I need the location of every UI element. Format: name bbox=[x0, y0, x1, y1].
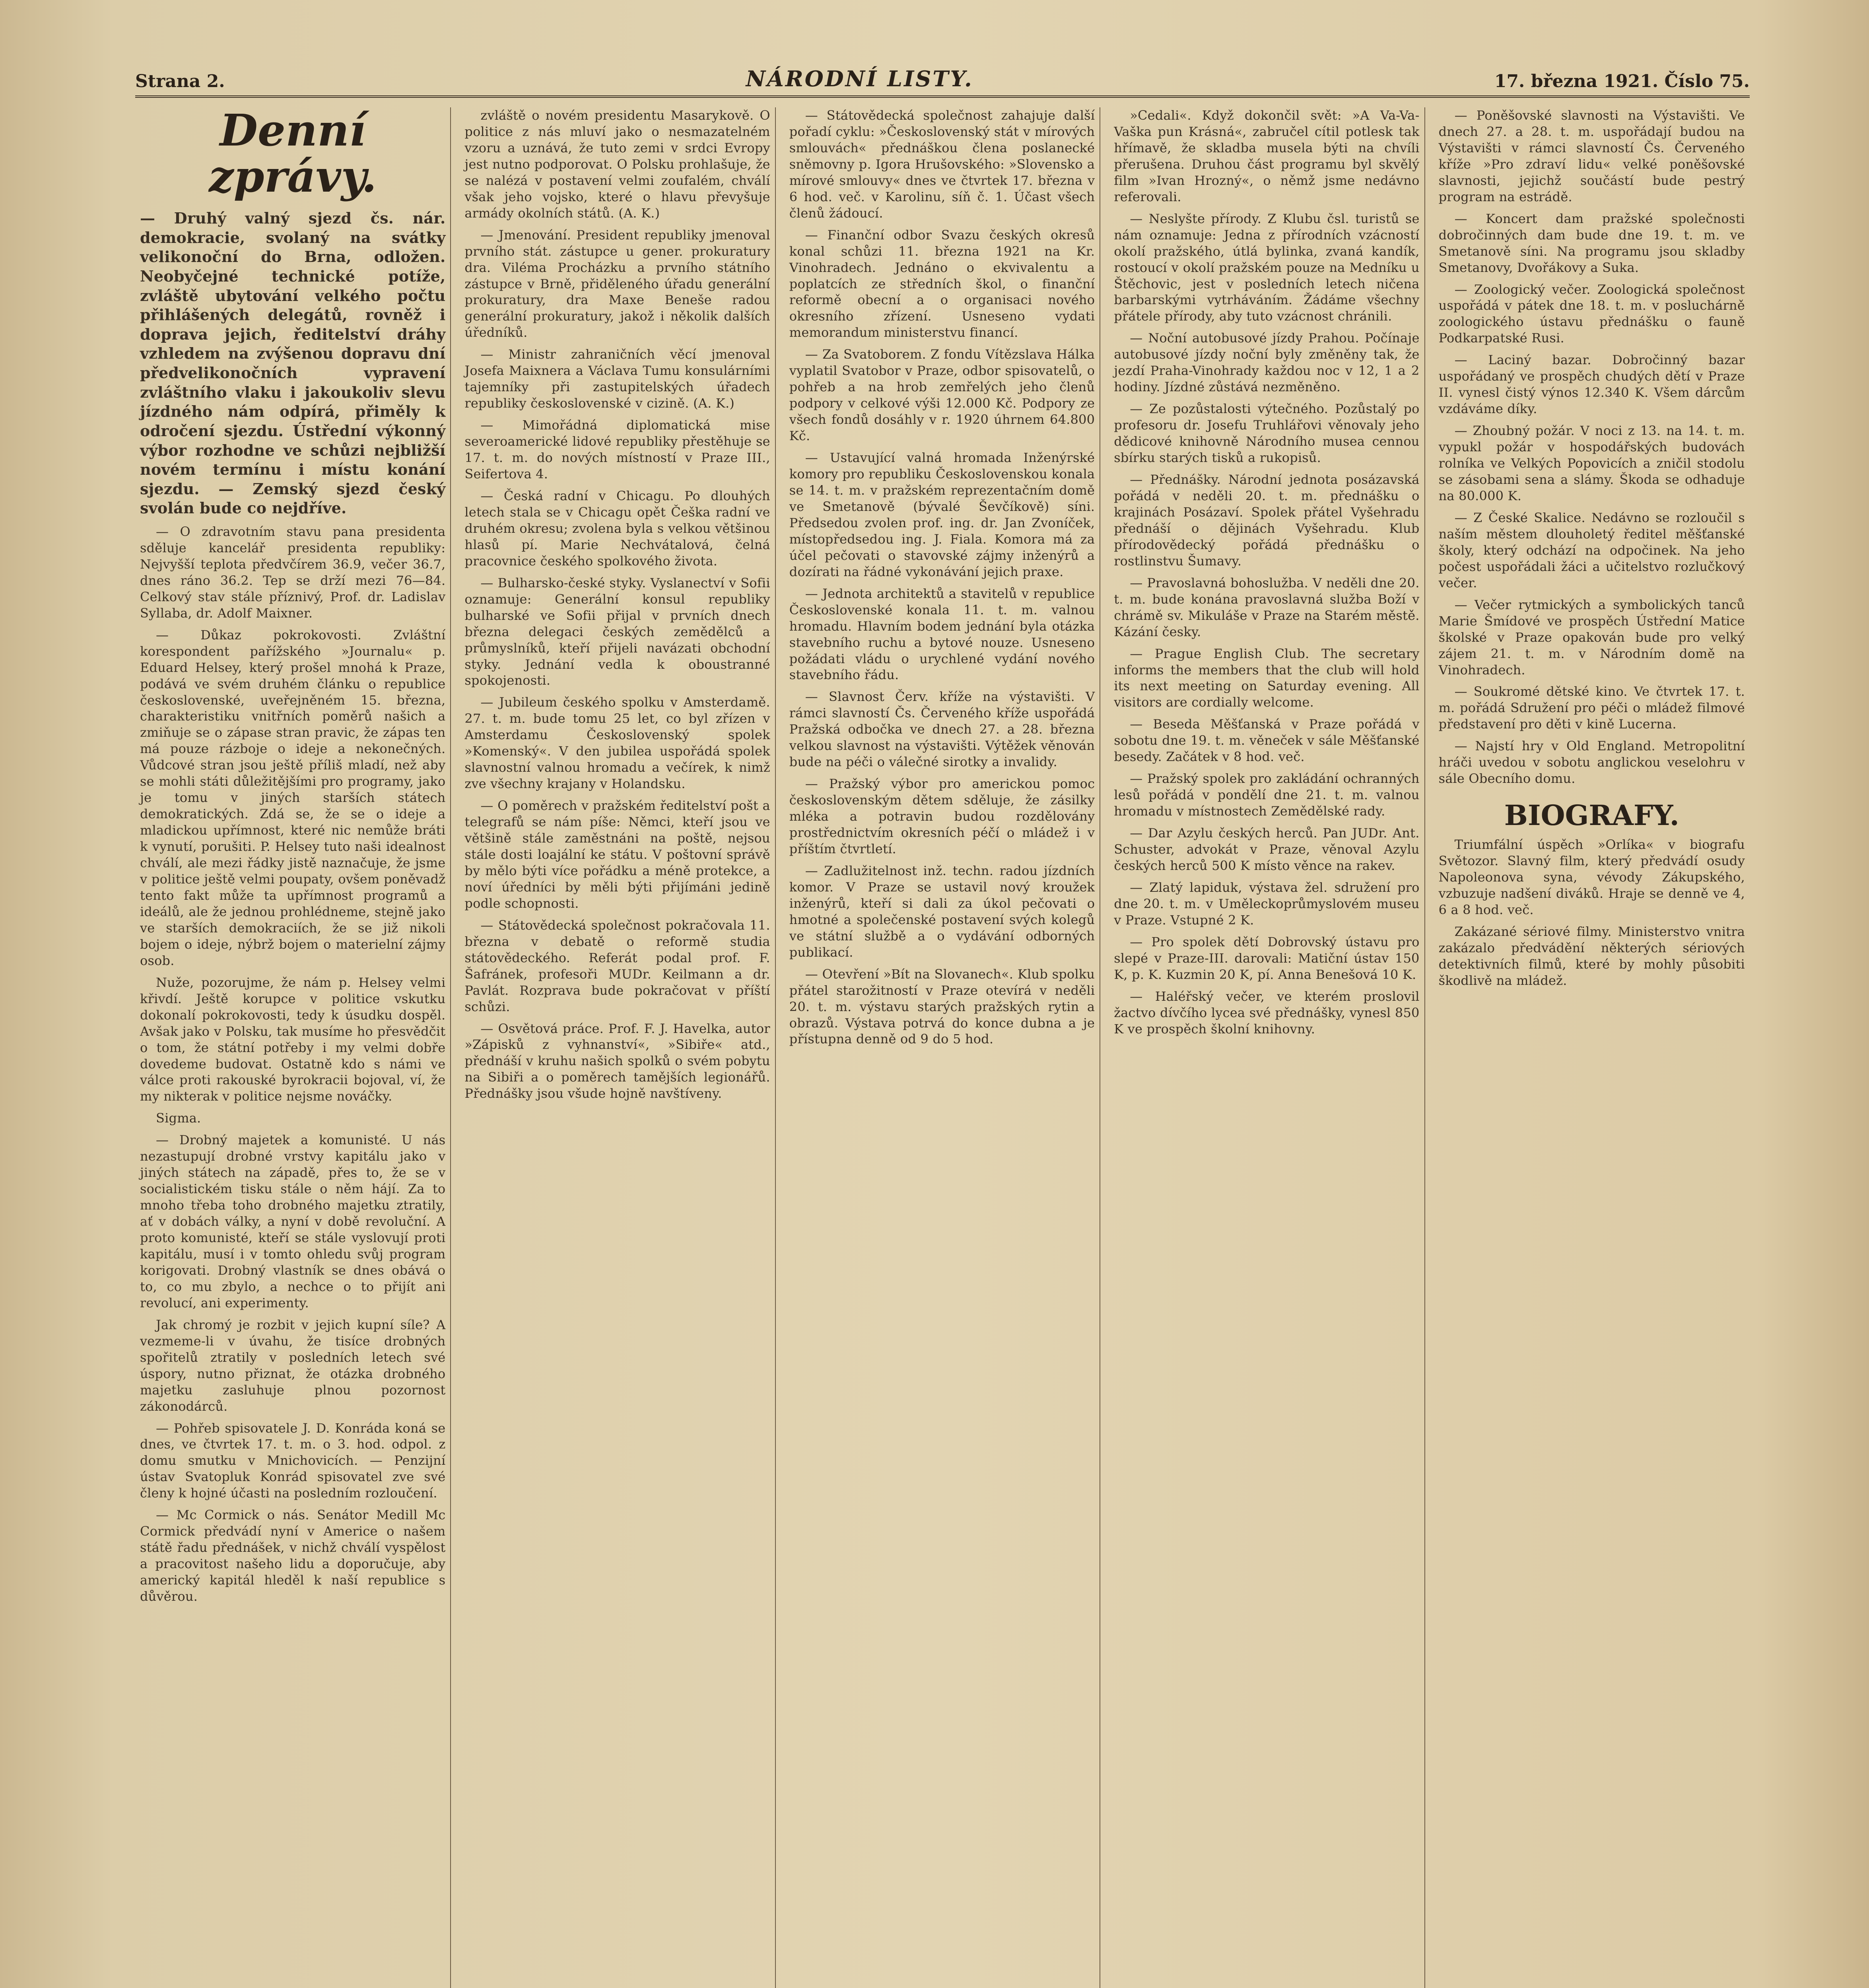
page-number: Strana 2. bbox=[135, 71, 225, 91]
article-paragraph: — Beseda Měšťanská v Praze pořádá v sobotu dne 19. t. m. věneček v sále Měšťanské besedy. Začátek v 8 hod. več. bbox=[1114, 716, 1420, 765]
section-heading: BIOGRAFY. bbox=[1504, 799, 1679, 832]
column-4 bbox=[1109, 107, 1425, 1988]
article-paragraph: — Pro spolek dětí Dobrovský ústavu pro slepé v Praze-III. darovali: Matiční ústav 150 K, p. K. Kuzmin 20 K, pí. Anna Benešová 10 K. bbox=[1114, 934, 1420, 982]
article-paragraph: — Prague English Club. The secretary informs the members that the club will hold its next meeting on Saturday evening. All visitors are cordially welcome. bbox=[1114, 646, 1420, 710]
article-paragraph: zvláště o novém presidentu Masarykově. O politice z nás mluví jako o nesmazatelném vzoru a uznává, že tuto zemi v srdci Evropy jest nutno podporovat. O Polsku prohlašuje, že se nalézá v postavení velmi zoufalém, chválí však jeho vojsko, které o hlavu převyšuje armády okolních států. (A. K.) bbox=[464, 108, 770, 221]
column-5 bbox=[1434, 107, 1750, 1988]
page-header bbox=[135, 60, 1750, 98]
article-paragraph: — Otevření »Bít na Slovanech«. Klub spolku přátel starožitností v Praze otevírá v neděli 20. t. m. výstavu starých pražských rytin a obrazů. Výstava potrvá do konce dubna a je přístupna denně od 9 do 5 hod. bbox=[789, 966, 1095, 1047]
article-paragraph: — Laciný bazar. Dobročinný bazar uspořádaný ve prospěch chudých dětí v Praze II. vynesl čistý výnos 12.340 K. Všem dárcům vzdáváme díky. bbox=[1438, 352, 1745, 417]
article-paragraph: — Za Svatoborem. Z fondu Vítězslava Hálka vyplatil Svatobor v Praze, odbor spisovatelů, o pohřeb a na hrob zemřelých jeho členů podpory v celkové výši 12.000 Kč. Podpory ze všech fondů dosáhly v r. 1920 úhrnem 64.800 Kč. bbox=[789, 347, 1095, 444]
article-paragraph: — Haléřský večer, ve kterém proslovil žactvo dívčího lycea své přednášky, vynesl 850 K ve prospěch školní knihovny. bbox=[1114, 988, 1420, 1037]
article-paragraph: — Mc Cormick o nás. Senátor Medill Mc Cormick předvádí nyní v Americe o našem státě řadu přednášek, v nichž chválí vyspělost a pracovitost našeho lidu a doporučuje, aby americký kapitál hleděl k naší republice s důvěrou. bbox=[140, 1507, 446, 1604]
column-3 bbox=[785, 107, 1100, 1988]
article-paragraph: — Státovědecká společnost pokračovala 11. března v debatě o reformě studia státovědeckého. Referát podal prof. F. Šafránek, profesoři MUDr. Keilmann a dr. Pavlát. Rozprava bude pokračovat v příští schůzi. bbox=[464, 917, 770, 1014]
article-paragraph: — Zlatý lapiduk, výstava žel. sdružení pro dne 20. t. m. v Uměleckoprůmyslovém museu v Praze. Vstupné 2 K. bbox=[1114, 879, 1420, 928]
article-paragraph: — Zhoubný požár. V noci z 13. na 14. t. m. vypukl požár v hospodářských budovách rolníka ve Velkých Popovicích a zničil stodolu se zásobami sena a slámy. Škoda se odhaduje na 80.000 K. bbox=[1438, 423, 1745, 503]
article-paragraph: — Ustavující valná hromada Inženýrské komory pro republiku Československou konala se 14. t. m. v pražském reprezentačním domě ve Smetanově (bývalé Ševčíkově) síni. Předsedou zvolen prof. ing. dr. Jan Zvoníček, místopředsedou ing. J. Fiala. Komora má za účel pečovati o stavovské zájmy inženýrů a dozírati na řádné vykonávání jejich praxe. bbox=[789, 450, 1095, 579]
article-paragraph: — Jubileum českého spolku v Amsterdamě. 27. t. m. bude tomu 25 let, co byl zřízen v Amsterdamu Československý spolek »Komenský«. V den jubilea uspořádá spolek slavnostní valnou hromadu a večírek, k nimž zve všechny krajany v Holandsku. bbox=[464, 695, 770, 792]
article-paragraph: — Koncert dam pražské společnosti dobročinných dam bude dne 19. t. m. ve Smetanově síni. Na programu jsou skladby Smetanovy, Dvořákovy a Suka. bbox=[1438, 211, 1745, 275]
article-paragraph: — Pražský spolek pro zakládání ochranných lesů pořádá v pondělí dne 21. t. m. valnou hromadu v místnostech Zemědělské rady. bbox=[1114, 771, 1420, 819]
article-paragraph: — Dar Azylu českých herců. Pan JUDr. Ant. Schuster, advokát v Praze, věnoval Azylu českých herců 500 K místo věnce na rakev. bbox=[1114, 825, 1420, 873]
column-body bbox=[140, 209, 445, 1605]
article-paragraph: — O zdravotním stavu pana presidenta sděluje kancelář presidenta republiky: Nejvyšší teplota předvčírem 36.9, večer 36.7, dnes ráno 36.2. Tep se drží mezi 76—84. Celkový stav stále příznivý, Prof. dr. Ladislav Syllaba, dr. Adolf Maixner. bbox=[140, 524, 446, 621]
article-paragraph: — Neslyšte přírody. Z Klubu čsl. turistů se nám oznamuje: Jedna z přírodních vzácností okolí pražského, útlá bylinka, zvaná kandík, rostoucí v okolí pražském pouze na Medníku u Štěchovic, jest v posledních letech ničena barbarskými vytrháváním. Žádáme všechny přátele přírody, aby tuto vzácnost chránili. bbox=[1114, 211, 1420, 324]
article-paragraph: — Přednášky. Národní jednota posázavská pořádá v neděli 20. t. m. přednášku o krajinách Posázaví. Spolek přátel Vyšehradu přednáší o dějinách Vyšehradu. Klub přírodovědecký pořádá přednášku o rostlinstvu Šumavy. bbox=[1114, 472, 1420, 569]
article-paragraph: — Poněšovské slavnosti na Výstavišti. Ve dnech 27. a 28. t. m. uspořádají budou na Výstavišti v rámci slavností Čs. Červeného kříže »Pro zdraví lidu« velké poněšovské slavnosti, jejichž součástí bude pestrý program na estrádě. bbox=[1438, 108, 1745, 204]
article-paragraph: — Bulharsko-české styky. Vyslanectví v Sofii oznamuje: Generální konsul republiky bulharské ve Sofii přijal v prvních dnech března delegaci českých zemědělců a průmyslníků, kteří přijeli navázati obchodní styky. Jednání vedla k oboustranné spokojenosti. bbox=[464, 575, 770, 688]
article-paragraph: Triumfální úspěch »Orlíka« v biografu Světozor. Slavný film, který předvádí osudy Napoleonova syna, vévody Zákupského, vzbuzuje nadšení diváků. Hraje se denně ve 4, 6 a 8 hod. več. bbox=[1438, 837, 1745, 917]
article-paragraph: — Slavnost Červ. kříže na výstavišti. V rámci slavností Čs. Červeného kříže uspořádá Pražská odbočka ve dnech 27. a 28. března velkou slavnost na výstavišti. Výtěžek věnován bude na péči o válečné sirotky a invalidy. bbox=[789, 689, 1095, 770]
article-paragraph: Sigma. bbox=[156, 1110, 201, 1126]
article-paragraph: — Finanční odbor Svazu českých okresů konal schůzi 11. března 1921 na Kr. Vinohradech. Jednáno o ekvivalentu a poplatcích ze středních škol, o finanční reformě obecní a o organisaci nového okresního zřízení. Usneseno vydati memorandum ministerstvu financí. bbox=[789, 227, 1095, 340]
column-body bbox=[1439, 107, 1745, 989]
article-paragraph: Jak chromý je rozbit v jejich kupní síle? A vezmeme-li v úvahu, že tisíce drobných spořitelů ztratily v posledních letech své úspory, nutno přiznat, že otázka drobného majetku zasluhuje plnou pozornost zákonodárců. bbox=[140, 1317, 446, 1414]
article-paragraph: Zakázané sériové filmy. Ministerstvo vnitra zakázalo předvádění některých sériových detektivních filmů, které by mohly působiti škodlivě na mládež. bbox=[1438, 924, 1745, 988]
masthead: NÁRODNÍ LISTY. bbox=[746, 66, 973, 91]
article-paragraph: — Pravoslavná bohoslužba. V neděli dne 20. t. m. bude konána pravoslavná služba Boží v chrámě sv. Mikuláše v Praze na Starém městě. Kázání česky. bbox=[1114, 575, 1420, 639]
article-paragraph: — Mimořádná diplomatická mise severoamerické lidové republiky přestěhuje se 17. t. m. do nových místností v Praze III., Seifertova 4. bbox=[464, 417, 770, 482]
article-paragraph: Nuže, pozorujme, že nám p. Helsey velmi křivdí. Ještě korupce v politice vskutku dokonalí pokrokovosti, tedy k úsudku dospěl. Avšak jako v Polsku, tak musíme ho přesvědčit o tom, že státní potřeby i my velmi dobře dovedeme budovat. Ostatně kdo s námi ve válce proti rakouské byrokracii bojoval, ví, že my nikterak v politice nejsme nováčky. bbox=[140, 975, 446, 1104]
article-paragraph: — Česká radní v Chicagu. Po dlouhých letech stala se v Chicagu opět Češka radní ve druhém okresu; zvolena byla s velkou většinou hlasů pí. Marie Nechvátalová, čelná pracovnice českého spolkového života. bbox=[464, 488, 770, 569]
article-paragraph: — Pražský výbor pro americkou pomoc československým dětem sděluje, že zásilky mléka a potravin budou rozdělovány prostřednictvím okresních péčí o mládež i v příštím čtvrtletí. bbox=[789, 776, 1095, 856]
column-body bbox=[789, 107, 1095, 1047]
article-paragraph: — Jednota architektů a stavitelů v republice Československé konala 11. t. m. valnou hromadu. Hlavním bodem jednání byla otázka stavebního ruchu a bytové nouze. Usneseno požádati vládu o urychlené vydání nového stavebního řádu. bbox=[789, 586, 1095, 683]
column-2 bbox=[460, 107, 775, 1988]
issue-date: 17. března 1921. Číslo 75. bbox=[1494, 71, 1750, 91]
column-body bbox=[1114, 107, 1419, 1037]
article-paragraph: — Soukromé dětské kino. Ve čtvrtek 17. t. m. pořádá Sdružení pro péči o mládež filmové představení pro děti v kině Lucerna. bbox=[1438, 684, 1745, 732]
article-paragraph: — Pohřeb spisovatele J. D. Konráda koná se dnes, ve čtvrtek 17. t. m. o 3. hod. odpol. z domu smutku v Mnichovicích. — Penzijní ústav Svatopluk Konrád spisovatel zve své členy k hojné účasti na posledním rozloučení. bbox=[140, 1420, 446, 1501]
section-title: Denní zprávy. bbox=[209, 107, 377, 202]
article-paragraph: »Cedali«. Když dokončil svět: »A Va-Va-Vaška pun Krásná«, zabručel cítil potlesk tak hřímavě, že skladba musela býti na chvíli přerušena. Druhou část programu byl skvělý film »Ivan Hrozný«, o němž jsme nedávno referovali. bbox=[1114, 108, 1420, 204]
article-paragraph: — Noční autobusové jízdy Prahou. Počínaje autobusové jízdy noční byly změněny tak, že jezdí Praha-Vinohrady každou noc v 12, 1 a 2 hodiny. Jízdné zůstává nezměněno. bbox=[1114, 330, 1420, 395]
article-paragraph: — Důkaz pokrokovosti. Zvláštní korespondent pařížského »Journalu« p. Eduard Helsey, který prošel mnohá k Praze, podává ve svém druhém článku o republice československé, uveřejněném 15. března, charakteristiku vnitřních poměrů našich a zmiňuje se o zápase stran pravic, že zápas ten má pouze rázboje o ideje a nekonečných. Vůdcové stran jsou ještě příliš mladí, než aby se mohli státi důležitějšími pro programy, jako je tomu v jiných starších státech demokratických. Zdá se, že se o ideje a mladickou upřímnost, které nic nemůže bráti k vynutí, porušiti. P. Helsey tuto naši idealnost chválí, ale mezi řádky jistě naznačuje, že jsme v politice ještě velmi poupaty, ovšem poněvadž tento fakt může ta upřímnost programů a ideálů, ale že jednou prohlédneme, stejně jako ve starších demokraciích, že se již nikoli bojem o ideje, nýbrž bojem o materielní zájmy osob. bbox=[140, 627, 446, 968]
article-paragraph: — Najstí hry v Old England. Metropolitní hráči uvedou v sobotu anglickou veselohru v sále Obecního domu. bbox=[1438, 738, 1745, 786]
article-paragraph: — O poměrech v pražském ředitelství pošt a telegrafů se nám píše: Němci, kteří jsou ve většině stále zaměstnáni na poště, nejsou stále dosti loajální ke státu. V poštovní správě by mělo býti více pořádku a méně protekce, a noví úředníci by měli býti přijímáni jedině podle schopnosti. bbox=[464, 798, 770, 911]
column-1 bbox=[135, 107, 451, 1988]
article-paragraph: — Osvětová práce. Prof. F. J. Havelka, autor »Zápisků z vyhnanství«, »Sibiře« atd., přednáší v kruhu našich spolků o svém pobytu na Sibiři a o poměrech tamějších legionářů. Přednášky jsou všude hojně navštíveny. bbox=[464, 1021, 770, 1101]
article-paragraph: — Ministr zahraničních věcí jmenoval Josefa Maixnera a Václava Tumu konsulárními tajemníky při zastupitelských úřadech republiky československé v cizině. (A. K.) bbox=[464, 347, 770, 411]
article-paragraph: — Z České Skalice. Nedávno se rozloučil s naším městem dlouholetý ředitel měšťanské školy, který odchází na odpočinek. Na jeho počest uspořádali žáci a učitelstvo rozlučkový večer. bbox=[1438, 510, 1745, 590]
article-paragraph: — Jmenování. President republiky jmenoval prvního stát. zástupce u gener. prokuratury dra. Viléma Procházku a prvního státního zástupce v Brně, přiděleného úřadu generální prokuratury, dra Maxe Beneše radou generální prokuratury, jakož i několik dalších úředníků. bbox=[464, 227, 770, 340]
article-paragraph: — Ze pozůstalosti výtečného. Pozůstalý po profesoru dr. Josefu Truhlářovi věnovaly jeho dědicové knihovně Národního musea cennou sbírku starých tisků a rukopisů. bbox=[1114, 401, 1420, 466]
article-paragraph: — Druhý valný sjezd čs. nár. demokracie, svolaný na svátky velikonoční do Brna, odložen. Neobyčejné technické potíže, zvláště ubytování velkého počtu přihlášených delegátů, rovněž i doprava jejich, ředitelství dráhy vzhledem na zvýšenou dopravu dní předvelikonočních vypravení zvláštního vlaku i jakoukoliv slevu jízdného nám odpírá, přiměly k odročení sjezdu. Ústřední výkonný výbor rozhodne ve schůzi nejbližší novém termínu i místu konání sjezdu. — Zemský sjezd český svolán bude co nejdříve. bbox=[140, 209, 446, 517]
article-paragraph: — Večer rytmických a symbolických tanců Marie Šmídové ve prospěch Ústřední Matice školské v Praze opakován bude pro velký zájem 21. t. m. v Národním domě na Vinohradech. bbox=[1438, 597, 1745, 678]
article-paragraph: — Drobný majetek a komunisté. U nás nezastupují drobné vrstvy kapitálu jako v jiných státech na západě, přes to, že se v socialistickém tisku stále o něm hájí. Za to mnoho třeba toho drobného majetku ztratily, ať v dobách války, a nyní v době revoluční. A proto komunisté, kteří se stále vyslovují proti kapitálu, musí i v tomto ohledu svůj program korigovati. Drobný vlastník se dnes obává o to, co mu zbylo, a nechce o to přijít ani revolucí, ani experimenty. bbox=[140, 1132, 446, 1310]
article-paragraph: — Zadlužitelnost inž. techn. radou jízdních komor. V Praze se ustavil nový kroužek inženýrů, kteří si dali za úkol pečovati o hmotné a společenské postavení svých kolegů ve státní službě a o vydávání odborných publikací. bbox=[789, 863, 1095, 960]
article-paragraph: — Zoologický večer. Zoologická společnost uspořádá v pátek dne 18. t. m. v posluchárně zoologického ústavu přednášku o fauně Podkarpatské Rusi. bbox=[1438, 282, 1745, 346]
column-body bbox=[464, 107, 770, 1102]
article-columns bbox=[135, 107, 1750, 1988]
article-paragraph: — Státovědecká společnost zahajuje další pořadí cyklu: »Československý stát v mírových smlouvách« přednáškou člena poslanecké sněmovny p. Igora Hrušovského: »Slovensko a mírové smlouvy« dnes ve čtvrtek 17. března v 6 hod. več. v Karolinu, síň č. 1. Účast všech členů žádoucí. bbox=[789, 108, 1095, 221]
